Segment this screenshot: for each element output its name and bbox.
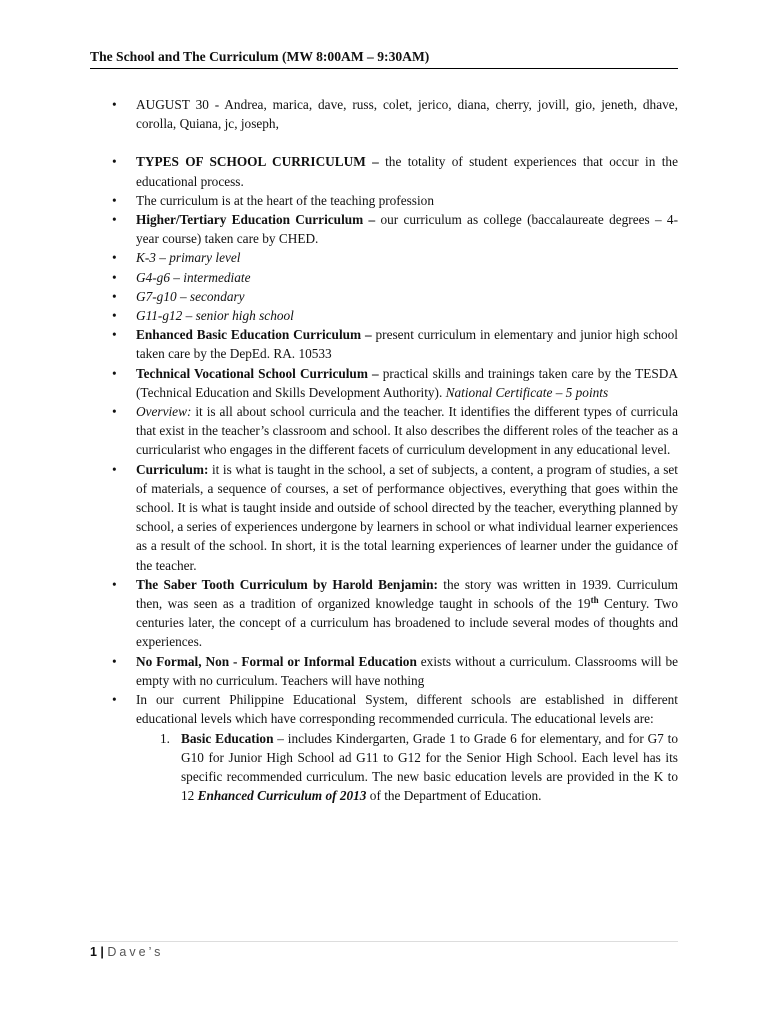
item-text: the totality of student experiences that occur in the educational process. — [136, 154, 678, 189]
list-item — [112, 268, 678, 287]
item-text: – includes Kindergarten, Grade 1 to Grade 6 for elementary, and for G7 to G10 for Junior High School ad G11 to G12 for the Senior High School. Each level has its specific recommended curriculum. The new basic education levels are provided in the K to 12 — [181, 730, 678, 804]
list-item — [112, 575, 678, 652]
item-term: Enhanced Basic Education Curriculum – — [136, 327, 372, 343]
list-item — [112, 690, 678, 728]
numbered-item — [160, 729, 678, 806]
list-item — [112, 210, 678, 248]
bullet-icon: • — [112, 212, 117, 228]
list-item — [112, 191, 678, 210]
item-text: our curriculum as college (baccalaureate degrees – 4-year course) taken care by CHED. — [136, 212, 678, 247]
item-text: the story was written in 1939. Curriculum then, was seen as a tradition of organized knowledge taught in schools of the 19 — [136, 576, 678, 612]
bullet-icon: • — [112, 308, 117, 324]
bullet-icon: • — [112, 365, 117, 381]
item-term: The Saber Tooth Curriculum by Harold Benjamin: — [136, 576, 438, 592]
item-text: G7-g10 – secondary — [136, 288, 245, 304]
list-item — [112, 364, 678, 402]
item-term: No Formal, Non - Formal or Informal Education — [136, 653, 417, 669]
footer-author: Dave’s — [107, 945, 164, 959]
item-text: it is what is taught in the school, a set of subjects, a content, a program of studies, a set of materials, a sequence of courses, a set of performance objectives, everything that goes within the school. It is what is taught inside and outside of school directed by the teacher, everything planned by school, a series of experiences undergone by learners in school or what individual learner experiences as a result of the school. In short, it is the total learning experiences of learner under the guidance of the teacher. — [136, 461, 678, 573]
list-item — [112, 248, 678, 267]
bullet-icon: • — [112, 576, 117, 592]
list-item — [112, 152, 678, 190]
item-text: G11-g12 – senior high school — [136, 308, 294, 324]
bullet-icon: • — [112, 154, 117, 170]
item-text: present curriculum in elementary and junior high school taken care by the DepEd. RA. 10533 — [136, 327, 678, 362]
page-footer — [90, 944, 163, 960]
footer-separator: | — [96, 945, 108, 959]
list-item — [112, 306, 678, 325]
item-emphasis: Enhanced Curriculum of 2013 — [197, 788, 367, 804]
list-item — [112, 287, 678, 306]
list-item — [112, 460, 678, 575]
list-item — [112, 95, 678, 133]
item-term: Technical Vocational School Curriculum – — [136, 365, 379, 381]
bullet-icon: • — [112, 653, 117, 669]
item-text: exists without a curriculum. Classrooms will be empty with no curriculum. Teachers will have nothing — [136, 653, 678, 688]
item-text: it is all about school curricula and the teacher. It identifies the different types of curricula that exist in the teacher’s classroom and school. It also describes the different roles of the teacher as a curricularist who engages in the different facets of curriculum development in any educational level. — [136, 404, 678, 458]
item-text: AUGUST 30 - Andrea, marica, dave, russ, colet, jerico, diana, cherry, jovill, gio, jeneth, dhave, corolla, Quiana, jc, joseph, — [136, 97, 678, 132]
bullet-icon: • — [112, 461, 117, 477]
superscript: th — [590, 595, 599, 606]
list-item — [112, 325, 678, 363]
item-term: Basic Education — [181, 730, 274, 746]
item-text-cont: of the Department of Education. — [366, 788, 542, 804]
item-emphasis: National Certificate – 5 points — [445, 384, 609, 400]
bullet-icon: • — [112, 692, 117, 708]
bullet-icon: • — [112, 97, 117, 112]
bullet-icon: • — [112, 250, 117, 266]
bullet-icon: • — [112, 269, 117, 285]
item-text: G4-g6 – intermediate — [136, 269, 251, 285]
item-term: Higher/Tertiary Education Curriculum – — [136, 212, 376, 228]
page-number: 1 — [90, 945, 97, 959]
page-header: The School and The Curriculum (MW 8:00AM – 9:30AM) — [90, 48, 678, 69]
item-text: K-3 – primary level — [136, 250, 241, 266]
item-text: The curriculum is at the heart of the teaching profession — [136, 192, 434, 208]
bullet-icon: • — [112, 327, 117, 343]
list-item — [112, 652, 678, 690]
item-number: 1. — [160, 730, 170, 746]
item-term: Overview: — [136, 404, 192, 420]
item-term: Curriculum: — [136, 461, 209, 477]
item-text: In our current Philippine Educational System, different schools are established in different educational levels which have corresponding recommended curricula. The educational levels are: — [136, 692, 678, 727]
bullet-icon: • — [112, 192, 117, 208]
bullet-icon: • — [112, 404, 117, 420]
footer-divider — [90, 941, 678, 942]
list-item — [112, 402, 678, 460]
item-text-cont: Century. Two centuries later, the concept of a curriculum has broadened to include several modes of thoughts and experiences. — [136, 596, 679, 650]
bullet-icon: • — [112, 288, 117, 304]
document-body — [112, 95, 678, 805]
item-term: TYPES OF SCHOOL CURRICULUM – — [136, 154, 379, 170]
item-text: practical skills and trainings taken care by the TESDA (Technical Education and Skills Development Authority). — [136, 365, 678, 400]
